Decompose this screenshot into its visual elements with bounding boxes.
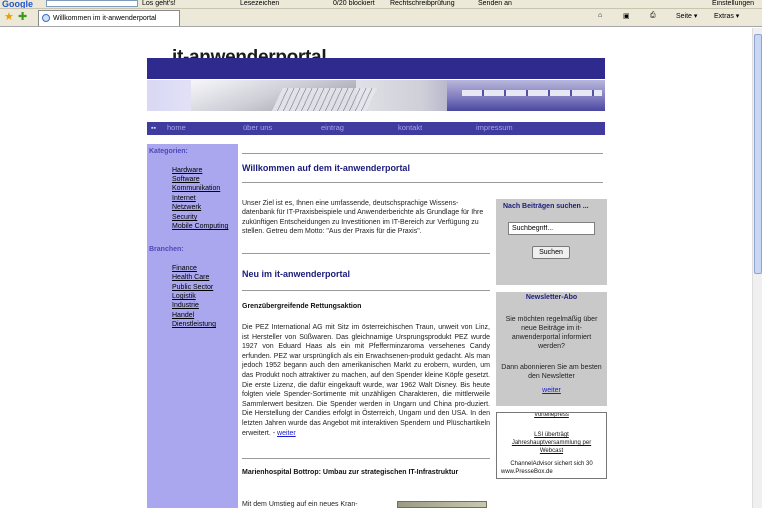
- category-link[interactable]: Security: [172, 214, 198, 221]
- divider: [242, 153, 603, 154]
- branch-link[interactable]: Public Sector: [172, 284, 214, 291]
- divider: [242, 182, 603, 183]
- search-box: [496, 199, 607, 285]
- scrollbar-thumb[interactable]: [754, 34, 762, 274]
- header-banner-image: [147, 80, 605, 115]
- web-page: [0, 28, 762, 508]
- header-bar: [147, 58, 605, 79]
- pressebox-link[interactable]: www.PresseBox.de: [501, 469, 553, 475]
- press-item[interactable]: ChannelAdvisor sichert sich 30: [510, 461, 593, 467]
- vertical-scrollbar[interactable]: [752, 28, 762, 508]
- newsletter-box: [496, 292, 607, 406]
- new-heading: Neu im it-anwenderportal: [242, 269, 351, 279]
- newsletter-heading: Newsletter-Abo: [525, 294, 578, 301]
- category-link[interactable]: Kommunikation: [172, 185, 221, 192]
- toolbar-go-button[interactable]: Los geht's!: [142, 0, 176, 7]
- browser-tab[interactable]: [38, 10, 180, 26]
- search-heading: Nach Beiträgen suchen ...: [503, 203, 589, 210]
- tab-title: Willkommen im it-anwenderportal: [53, 15, 157, 22]
- category-link[interactable]: Internet: [172, 195, 196, 202]
- tools-menu[interactable]: Extras ▾: [714, 13, 740, 20]
- search-input[interactable]: [508, 222, 595, 235]
- send-to-button[interactable]: Senden an: [478, 0, 512, 7]
- press-ticker: [496, 412, 607, 479]
- branch-link[interactable]: Logistik: [172, 293, 196, 300]
- page-menu[interactable]: Seite ▾: [676, 13, 698, 20]
- article-image: [397, 501, 487, 508]
- article-body: Mit dem Umstieg auf ein neues Kran-: [242, 501, 358, 508]
- divider: [242, 458, 490, 459]
- main-nav: [147, 122, 605, 135]
- branch-link[interactable]: Industrie: [172, 302, 199, 309]
- sidebar: [147, 144, 238, 508]
- branch-link[interactable]: Handel: [172, 312, 195, 319]
- welcome-heading: Willkommen auf dem it-anwenderportal: [242, 163, 410, 173]
- google-logo: Google: [2, 0, 33, 9]
- branch-link[interactable]: Health Care: [172, 274, 210, 281]
- spellcheck-button[interactable]: Rechtschreibprüfung: [390, 0, 455, 7]
- newsletter-question: Sie möchten regelmäßig über neue Beiträge im it-anwenderportal informiert werden?: [505, 316, 598, 350]
- settings-button[interactable]: Einstellungen: [712, 0, 755, 7]
- press-item[interactable]: LSI überträgt Jahreshauptversammlung per Webcast: [511, 432, 592, 454]
- article-title[interactable]: Grenzübergreifende Rettungsaktion: [242, 303, 362, 310]
- branch-link[interactable]: Dienstleistung: [172, 321, 216, 328]
- intro-text: Unser Ziel ist es, Ihnen eine umfassende, deutschsprachige Wissens-datenbank für IT-Praxisbeispiele und Anwenderberichte als Grundlage für Ihre zukünftigen Entscheidungen zu Investitionen im IT-Bereich zur Verfügung zu stellen. Getreu dem Motto: "Aus der Praxis für die Praxis".: [242, 200, 484, 236]
- nav-about[interactable]: über uns: [243, 123, 273, 132]
- nav-imprint[interactable]: impressum: [476, 123, 513, 132]
- newsletter-link[interactable]: weiter: [542, 387, 561, 394]
- category-link[interactable]: Mobile Computing: [172, 223, 229, 230]
- article-body: Die PEZ International AG mit Sitz im österreichischen Traun, unweit von Linz, ist Hersteller von Süßwaren. Das gleichnamige Ursprungsprodukt PEZ wurde 1927 von Eduard Haas als ein mit Pfefferminzaroma versehenes Candy erfunden. PEZ war ursprünglich als ein Erwachsenen-produkt gedacht. Als man jedoch 1952 begann auch den amerikanischen Markt zu erobern, wurden, um das Produkt noch attraktiver zu machen, auf den Spender kleine Köpfe gesetzt. Die erste Lizenz, die dafür eingekauft wurde, war 1962 Walt Disney. Bis heute folgten viele Spender-Sortimente mit unzähligen Charakteren, die mittlerweile Sammlerwert besitzen. Die Spender werden in Ungarn und China pro-duziert. Die Herstellung der Candies erfolgt in Österreich, Ungarn und den USA. In den letzten Jahren wurde das Angebot mit interaktiven Spendern und Plüschartikeln erweitert. - weiter: [242, 324, 490, 437]
- home-icon[interactable]: ⌂: [598, 12, 603, 19]
- nav-grid-icon: ▪▪: [151, 125, 156, 132]
- press-item[interactable]: Vorteilepress: [534, 412, 569, 418]
- feeds-icon[interactable]: ▣: [623, 13, 630, 20]
- favorites-star-icon[interactable]: ★: [4, 11, 14, 23]
- nav-entry[interactable]: eintrag: [321, 123, 344, 132]
- tab-bar: [0, 9, 762, 27]
- categories-heading: Kategorien:: [149, 148, 188, 155]
- bookmarks-button[interactable]: Lesezeichen: [240, 0, 280, 7]
- category-link[interactable]: Software: [172, 176, 200, 183]
- search-button[interactable]: Suchen: [532, 246, 570, 259]
- article-title[interactable]: Marienhospital Bottrop: Umbau zur strategischen IT-Infrastruktur: [242, 469, 459, 476]
- article-more-link[interactable]: weiter: [277, 429, 296, 437]
- category-link[interactable]: Netzwerk: [172, 204, 202, 211]
- add-favorite-icon[interactable]: ✚: [18, 11, 28, 23]
- divider: [242, 253, 490, 254]
- print-icon[interactable]: ⎙: [650, 12, 656, 19]
- google-search-input[interactable]: [46, 0, 138, 7]
- ie-page-icon: [42, 14, 50, 22]
- nav-home[interactable]: home: [167, 123, 186, 132]
- category-link[interactable]: Hardware: [172, 167, 203, 174]
- nav-contact[interactable]: kontakt: [398, 123, 423, 132]
- branch-link[interactable]: Finance: [172, 265, 197, 272]
- branches-heading: Branchen:: [149, 246, 184, 253]
- popup-blocked-button[interactable]: 0/20 blockiert: [333, 0, 375, 7]
- divider: [242, 290, 490, 291]
- browser-toolbar: [0, 0, 762, 9]
- newsletter-cta: Dann abonnieren Sie am besten den Newsletter: [501, 364, 602, 380]
